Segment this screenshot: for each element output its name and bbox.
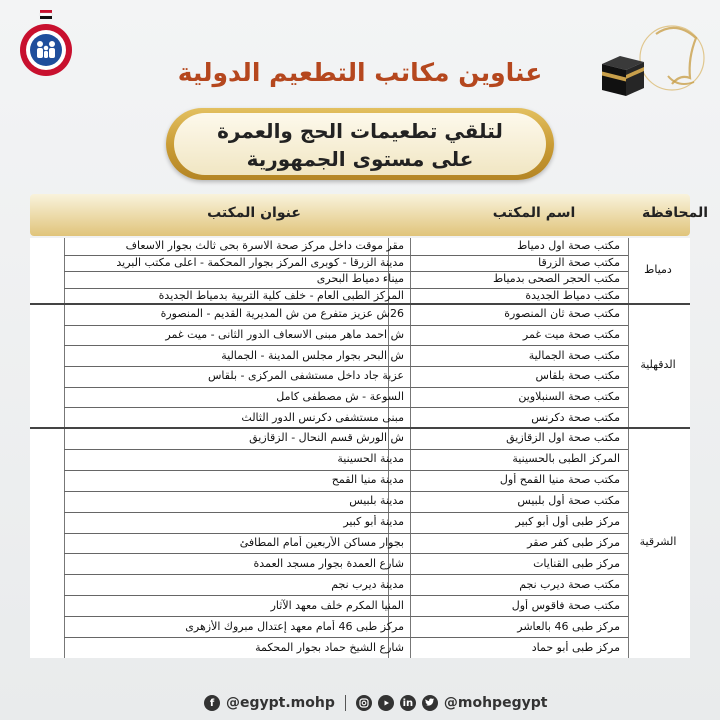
twitter-icon[interactable]: [422, 695, 438, 711]
row-divider: [64, 345, 410, 346]
office-address-cell: المنيا المكرم خلف معهد الآثار: [270, 598, 404, 612]
office-address-cell: شارع العمدة بجوار مسجد العمدة: [253, 556, 404, 570]
row-divider: [64, 533, 410, 534]
office-name-cell: مكتب صحة السنبلاوين: [518, 390, 620, 403]
office-name-cell: مركز طبى كفر صقر: [527, 536, 620, 549]
office-address-cell: المركز الطبى العام - خلف كلية التربية بدمياط الجديدة: [158, 288, 404, 302]
row-divider: [388, 512, 628, 513]
row-divider: [388, 553, 628, 554]
row-divider: [64, 553, 410, 554]
group-divider: [30, 303, 690, 305]
row-divider: [64, 616, 410, 617]
header-office-name: اسم المكتب: [492, 205, 576, 221]
linkedin-icon[interactable]: in: [400, 695, 416, 711]
office-name-cell: مركز طبى القنايات: [533, 556, 620, 570]
row-divider: [64, 449, 410, 450]
office-address-cell: شارع الشيخ حماد بجوار المحكمة: [255, 640, 404, 654]
row-divider: [388, 595, 628, 596]
row-divider: [388, 491, 628, 492]
footer-divider: [345, 695, 346, 711]
office-address-cell: عزبة جاد داخل مستشفى المركزى - بلقاس: [207, 369, 404, 383]
office-address-cell: مدينة أبو كبير: [343, 515, 404, 529]
office-name-cell: مركز طبى أبو حماد: [531, 640, 620, 654]
row-divider: [388, 325, 628, 326]
office-address-cell: ش الورش قسم النحال - الزقازيق: [249, 431, 404, 445]
office-name-cell: مكتب صحة بلقاس: [535, 369, 620, 383]
row-divider: [64, 491, 410, 492]
row-divider: [388, 574, 628, 575]
row-divider: [64, 387, 410, 388]
office-name-cell: مكتب صحة اول الزقازيق: [506, 431, 620, 445]
office-address-cell: 26ش عزيز متفرع من ش المديرية القديم - المنصورة: [160, 307, 404, 321]
office-name-cell: مكتب صحة أول بلبيس: [517, 494, 620, 508]
office-name-cell: مكتب صحة دكرنس: [531, 410, 620, 424]
office-name-cell: مكتب صحة ميت غمر: [522, 328, 620, 341]
office-name-cell: مكتب الحجر الصحى بدمياط: [492, 272, 620, 286]
office-name-cell: مكتب صحة الجمالية: [528, 348, 620, 362]
row-divider: [388, 345, 628, 346]
office-name-cell: مكتب صحة ثان المنصورة: [504, 307, 620, 321]
instagram-icon[interactable]: [356, 695, 372, 711]
youtube-icon[interactable]: [378, 695, 394, 711]
footer: [204, 692, 547, 714]
row-divider: [64, 366, 410, 367]
office-name-cell: مركز طبى أول أبو كبير: [515, 515, 620, 529]
subtitle-banner: [166, 108, 554, 180]
governorate-cell: الدقهلية: [640, 358, 676, 371]
office-address-cell: مركز طبى 46 أمام معهد إعتدال مبروك الأزهرى: [185, 619, 404, 633]
office-address-cell: مبنى مستشفى دكرنس الدور الثالث: [241, 410, 404, 424]
row-divider: [388, 407, 628, 408]
row-divider: [64, 470, 410, 471]
office-address-cell: ش البحر بجوار مجلس المدينة - الجمالية: [221, 348, 404, 362]
row-divider: [64, 637, 410, 638]
governorate-cell: الشرقية: [639, 535, 677, 548]
office-address-cell: مدينة الحسينية: [337, 452, 404, 466]
kaaba-decoration: [596, 14, 708, 114]
column-divider: [628, 238, 629, 658]
office-name-cell: المركز الطبى بالحسينية: [512, 452, 620, 466]
ministry-logo: [18, 10, 74, 82]
group-divider: [30, 427, 690, 429]
office-address-cell: مدينة ديرب نجم: [331, 577, 404, 591]
office-name-cell: مكتب صحة فاقوس أول: [511, 598, 620, 612]
office-name-cell: مكتب صحة اول دمياط: [517, 239, 620, 253]
office-name-cell: مكتب صحة منيا القمح أول: [499, 473, 620, 487]
row-divider: [64, 574, 410, 575]
office-address-cell: ش احمد ماهر مبنى الاسعاف الدور الثانى - ميت غمر: [165, 328, 404, 341]
page-title: عناوين مكاتب التطعيم الدولية: [177, 58, 543, 87]
row-divider: [388, 616, 628, 617]
office-address-cell: بجوار مساكن الأربعين أمام المطافئ: [239, 536, 404, 549]
row-divider: [388, 637, 628, 638]
row-divider: [388, 533, 628, 534]
office-name-cell: مكتب صحة الزرقا: [538, 255, 620, 269]
office-name-cell: مكتب صحة ديرب نجم: [519, 577, 620, 591]
banner-inner: [174, 113, 546, 175]
facebook-handle[interactable]: @egypt.mohp: [226, 695, 335, 711]
row-divider: [64, 512, 410, 513]
table-header: [30, 194, 709, 236]
office-name-cell: مكتب دمياط الجديدة: [525, 288, 620, 302]
banner-line-2: على مستوى الجمهورية: [246, 147, 474, 171]
header-office-address: عنوان المكتب: [207, 205, 301, 221]
governorate-cell: دمياط: [644, 263, 672, 276]
row-divider: [388, 470, 628, 471]
facebook-icon[interactable]: f: [204, 695, 220, 711]
row-divider: [64, 325, 410, 326]
office-address-cell: مدينة بلبيس: [349, 494, 404, 508]
row-divider: [64, 407, 410, 408]
row-divider: [388, 387, 628, 388]
office-address-cell: مقر موقت داخل مركز صحة الاسرة بحى ثالث بجوار الاسعاف: [125, 239, 404, 253]
office-address-cell: ميناء دمياط البحرى: [316, 272, 404, 286]
offices-table: [30, 238, 690, 658]
row-divider: [388, 366, 628, 367]
row-divider: [388, 449, 628, 450]
social-handle[interactable]: @mohpegypt: [443, 695, 548, 711]
header-governorate: المحافظة: [641, 205, 709, 221]
banner-line-1: لتلقي تطعيمات الحج والعمرة: [217, 119, 503, 143]
office-name-cell: مركز طبى 46 بالعاشر: [517, 619, 620, 633]
office-address-cell: مدينة منيا القمح: [331, 473, 404, 487]
row-divider: [64, 595, 410, 596]
office-address-cell: السوعة - ش مصطفى كامل: [276, 390, 404, 403]
office-address-cell: مدينة الزرقا - كوبرى المركز بجوار المحكمة - اعلى مكتب البريد: [116, 255, 404, 269]
